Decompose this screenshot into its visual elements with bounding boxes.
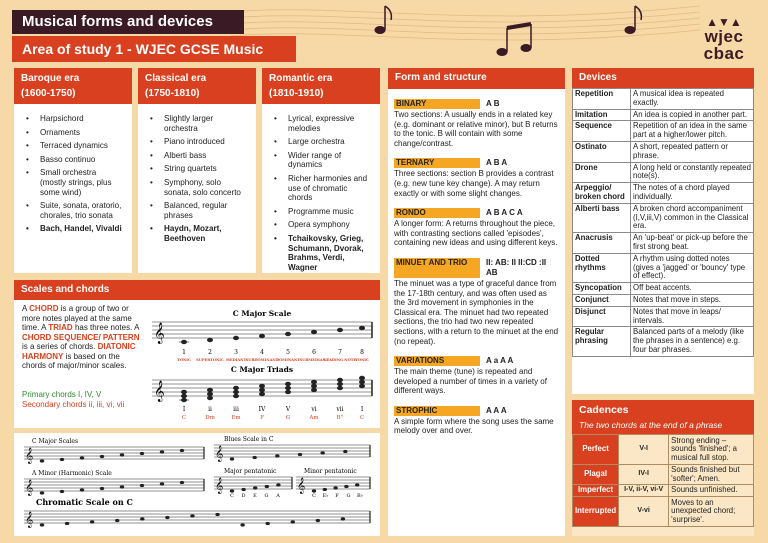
degree-name: SUBDOMINANT [245,358,279,362]
form-name: RONDO [394,208,480,218]
decorative-staff-lines [230,0,700,70]
devices-header: Devices [572,68,754,88]
note-name: B♭ [356,493,364,499]
era-dates: (1810-1910) [269,88,324,99]
device-term: Ostinato [573,141,631,162]
note-head [215,513,219,516]
composers: • Haydn, Mozart, Beethoven [146,224,248,243]
device-definition: An 'up-beat' or pick-up before the first strong beat. [631,233,754,254]
triad-letter: C [181,415,187,421]
note-head [207,388,213,392]
list-item: • Opera symphony [270,220,372,230]
cadences-subtitle: The two chords at the end of a phrase [572,418,754,434]
note-head [285,390,291,394]
degree-number: 4 [260,349,264,356]
list-item: • String quartets [146,164,248,174]
note-head [100,487,104,490]
note-head [233,336,239,340]
table-row [573,183,754,204]
music-staff [24,511,370,528]
classical-era-panel [138,68,256,273]
wjec-logo [694,16,754,62]
table-row [573,89,754,110]
triad-numeral: I [182,406,186,413]
era-name: Romantic era [269,73,333,84]
romantic-era-list [262,104,380,272]
classical-era-list [138,104,256,244]
composers: • Bach, Handel, Vivaldi [22,224,124,234]
degree-name: SUPERTONIC [196,358,224,362]
text-fragment: has three notes. A [74,323,139,332]
notation-staves [24,445,370,528]
form-and-structure-panel [388,68,565,536]
text-fragment: A [22,304,27,313]
note-head [337,328,343,332]
cadence-chords: I-V, ii-V, vi-V [619,485,669,497]
table-row [573,233,754,254]
form-description: The minuet was a type of graceful dance from the 17-18th century, and was often used as the 3rd movement in symphonies in the Classical era. The minuet had two repeated sections, the trio had two new repeated sections, with a return to the minuet at the end (no repeat). [394,278,559,346]
note-head [65,522,69,525]
list-item: • Suite, sonata, oratorio, chorales, trio sonata [22,201,124,220]
treble-clef-icon: 𝄞 [25,512,34,528]
list-item: • Richer harmonies and use of chromatic chords [270,174,372,203]
staff-label: Chromatic Scale on C [36,497,133,507]
form-name: TERNARY [394,158,480,168]
term-chord-sequence: CHORD SEQUENCE/ PATTERN [22,332,140,342]
device-definition: The notes of a chord played individually. [631,183,754,204]
degree-name: TONIC [177,358,191,362]
treble-clef-icon: 𝄞 [215,478,224,494]
note-head [259,392,265,396]
era-dates: (1600-1750) [21,88,76,99]
note-head [190,514,194,517]
note-head [311,384,317,388]
era-dates: (1750-1810) [145,88,200,99]
triad-numeral: I [360,406,364,413]
staff-label: C Major Scales [32,438,79,445]
note-head [233,394,239,398]
note-head [337,378,343,382]
logo-line-2: cbac [703,44,745,63]
primary-chords: Primary chords I, IV, V [22,390,102,399]
treble-clef-icon: 𝄞 [215,446,224,462]
form-pattern: A B A C A [486,208,523,218]
form-pattern: A B [486,99,500,108]
device-term: Drone [573,162,631,183]
treble-clef-icon: 𝄞 [297,478,306,494]
note-head [233,390,239,394]
cadences-header: Cadences [572,400,754,418]
degree-number: 8 [360,349,364,356]
music-staff [214,445,370,462]
cadence-chords: IV-I [619,465,669,485]
list-item: • Terraced dynamics [22,141,124,151]
c-major-scale-title: C Major Scale [232,309,292,318]
device-definition: A musical idea is repeated exactly. [631,89,754,110]
term-diatonic-harmony: DIATONIC HARMONY [22,342,136,361]
note-head [298,453,302,456]
note-head [140,452,144,455]
form-name: MINUET AND TRIO [394,258,480,278]
era-name: Baroque era [21,73,80,84]
note-head [311,380,317,384]
note-head [40,459,44,462]
table-row [573,203,754,232]
triad-numeral: iii [233,406,239,413]
cadence-type: Imperfect [573,485,619,497]
note-name: C [312,493,316,499]
degree-name: DOMINANT [276,358,300,362]
cadence-description: Moves to an unexpected chord; 'surprise'. [669,497,754,527]
form-description: Three sections: section B provides a contrast (e.g. new tune key change). A may return exactly or with some slight changes. [394,169,554,198]
logo-line-1: wjec [704,27,744,46]
degree-name: LEADING NOTE [323,358,357,362]
composers: • Tchaikovsky, Grieg, Schumann, Dvorak, Brahms, Verdi, Wagner [270,234,372,272]
c-major-scale-and-triads-notation [148,308,376,424]
cadence-chords: V-I [619,435,669,465]
note-head [60,490,64,493]
triad-letter: G [285,415,291,421]
note-head [241,488,245,491]
cadence-type: Perfect [573,435,619,465]
table-row [573,465,754,485]
logo-mark-icon: ▲▼▲ [706,15,742,29]
form-name: BINARY [394,99,480,109]
major-pentatonic-note-names [230,493,280,499]
note-head [285,382,291,386]
form-pattern: A B A [486,158,508,168]
form-description: The main theme (tune) is repeated and developed a number of times in a variety of different ways. [394,367,547,396]
table-row [573,121,754,142]
romantic-era-panel [262,68,380,273]
device-term: Arpeggio/ broken chord [573,183,631,204]
staff-label: Blues Scale in C [224,436,274,443]
note-head [291,520,295,523]
treble-clef-icon: 𝄞 [154,323,165,344]
device-definition: An idea is copied in another part. [631,109,754,121]
cadences-table [572,434,754,527]
list-item: • Balanced, regular phrases [146,201,248,220]
staff-label: Major pentatonic [224,468,277,475]
device-term: Regular phrasing [573,327,631,356]
staff-label: Minor pentatonic [304,468,357,475]
degree-name: MEDIANT [225,358,247,362]
form-strophic [388,406,565,436]
note-head [343,450,347,453]
device-definition: Off beat accents. [631,283,754,295]
note-head [341,517,345,520]
triad-numeral: IV [258,406,266,413]
device-term: Sequence [573,121,631,142]
note-head [337,382,343,386]
scales-notation-panel [14,433,380,536]
note-head [285,386,291,390]
cadence-description: Sounds unfinished. [669,485,754,497]
note-head [253,486,257,489]
form-description: Two sections: A usually ends in a related key (e.g. dominant or relative minor), but B returns to the tonic. B will contain with some change/contrast. [394,110,558,148]
note-head [140,484,144,487]
note-head [311,388,317,392]
note-head [337,386,343,390]
note-head [259,388,265,392]
device-definition: A rhythm using dotted notes (gives a 'jagged' or 'bouncy' type of effect). [631,253,754,282]
form-pattern: II: AB: II II:CD :II AB [486,257,547,277]
cadences-panel [572,400,754,536]
scales-and-chords-header: Scales and chords [14,280,380,300]
device-definition: A broken chord accompaniment (I,V,iii,V) common in the Classical era. [631,203,754,232]
degree-number: 7 [338,349,342,356]
list-item: • Programme music [270,207,372,217]
devices-table [572,88,754,357]
text-fragment: is based on the chords of major/minor scales. [22,351,127,370]
form-variations [388,356,565,396]
note-head [259,334,265,338]
note-head [252,456,256,459]
list-item: • Alberti bass [146,151,248,161]
list-item: • Large orchestra [270,137,372,147]
chord-definition-text [22,304,140,371]
note-head [90,520,94,523]
list-item: • Wider range of dynamics [270,151,372,170]
note-head [80,456,84,459]
device-term: Imitation [573,109,631,121]
triad-letter: C [359,415,365,421]
note-name: G [346,493,351,499]
list-item: • Basso continuo [22,155,124,165]
degree-number: 1 [182,349,186,356]
device-definition: A long held or constantly repeated note(s). [631,162,754,183]
note-head [181,390,187,394]
text-fragment: is a group of two or more notes played at the same time. A [22,304,132,332]
note-name: A [276,493,280,499]
triad-letter: Dm [205,415,215,421]
device-definition: Notes that move in leaps/ intervals. [631,306,754,327]
note-head [316,519,320,522]
list-item: • Slightly larger orchestra [146,114,248,133]
note-name: E♭ [322,493,329,499]
staff-label: A Minor (Harmonic) Scale [32,470,112,477]
form-rondo [388,208,565,248]
device-definition: Notes that move in steps. [631,294,754,306]
triad-numeral: vi [311,406,317,413]
form-minuet-and-trio [388,258,565,346]
table-row [573,162,754,183]
form-name: VARIATIONS [394,356,480,366]
note-head [265,522,269,525]
table-row [573,306,754,327]
form-and-structure-header: Form and structure [388,68,565,89]
device-definition: A short, repeated pattern or phrase. [631,141,754,162]
treble-clef-icon: 𝄞 [25,448,34,464]
cadence-chords: V-vi [619,497,669,527]
degree-number: 5 [286,349,290,356]
secondary-chords: Secondary chords ii, iii, vi, vii [22,400,125,409]
cadence-type: Interrupted [573,497,619,527]
device-term: Dotted rhythms [573,253,631,282]
note-name: G [264,493,269,499]
cadence-description: Sounds finished but 'softer'; Amen. [669,465,754,485]
device-term: Conjunct [573,294,631,306]
music-staff [24,447,204,464]
note-head [359,376,365,380]
device-term: Disjunct [573,306,631,327]
table-row [573,141,754,162]
list-item: • Symphony, solo sonata, solo concerto [146,178,248,197]
page-title: Musical forms and devices [12,10,244,34]
minor-pentatonic-note-names [312,493,363,499]
note-head [344,485,348,488]
baroque-era-header [14,68,132,104]
note-head [80,488,84,491]
table-row [573,253,754,282]
form-ternary [388,158,565,198]
triad-numeral: vii [336,406,344,413]
triad-numeral: V [285,406,291,413]
note-head [160,450,164,453]
degree-name: TONIC [355,358,369,362]
romantic-era-header [262,68,380,104]
note-head [115,519,119,522]
note-head [240,523,244,526]
scale-degree-names [177,358,369,362]
note-head [265,485,269,488]
note-head [323,488,327,491]
note-name: D [241,493,246,499]
note-head [359,384,365,388]
degree-number: 2 [208,349,212,356]
page-subtitle: Area of study 1 - WJEC GCSE Music [12,36,296,62]
note-head [207,392,213,396]
device-definition: Repetition of an idea in the same part at a higher/lower pitch. [631,121,754,142]
triad-numeral: ii [208,406,212,413]
primary-secondary-chords [22,390,142,410]
music-staff [214,477,292,494]
degree-number: 6 [312,349,316,356]
music-staff [296,477,370,494]
note-head [120,453,124,456]
note-head [311,330,317,334]
list-item: • Small orchestra (mostly strings, plus some wind) [22,168,124,197]
degree-name: SUBMEDIANT [299,358,329,362]
table-row [573,283,754,295]
baroque-era-panel [14,68,132,273]
device-definition: Balanced parts of a melody (like the phrases in a sentence) e.g. four bar phrases. [631,327,754,356]
note-head [160,482,164,485]
form-pattern: A A A [486,405,507,415]
note-head [120,485,124,488]
text-fragment: is a series of chords. [22,342,96,351]
triad-letter: F [260,415,264,421]
note-head [276,483,280,486]
triad-letter: Am [309,415,319,421]
note-head [359,326,365,330]
treble-clef-icon: 𝄞 [25,480,34,496]
table-row [573,497,754,527]
cadence-description: Strong ending – sounds 'finished'; a musical full stop. [669,435,754,465]
note-head [233,386,239,390]
note-head [40,523,44,526]
note-head [140,517,144,520]
baroque-era-list [14,104,132,234]
list-item: • Lyrical, expressive melodies [270,114,372,133]
note-name: F [335,493,339,499]
note-name: E [253,493,257,499]
device-term: Alberti bass [573,203,631,232]
music-staff [24,479,204,496]
table-row [573,294,754,306]
cadence-type: Plagal [573,465,619,485]
note-head [40,491,44,494]
treble-clef-icon: 𝄞 [154,381,165,402]
form-name: STROPHIC [394,406,480,416]
note-head [180,481,184,484]
device-term: Syncopation [573,283,631,295]
note-head [60,458,64,461]
note-head [359,380,365,384]
list-item: • Ornaments [22,128,124,138]
note-head [230,457,234,460]
form-binary [388,99,565,148]
form-description: A longer form: A returns throughout the piece, with contrasting sections called 'episodes', containing new ideas and using different keys. [394,219,558,248]
scales-notation [14,433,380,536]
list-item: • Harpsichord [22,114,124,124]
device-term: Anacrusis [573,233,631,254]
form-pattern: A a A A [486,356,514,366]
note-head [181,394,187,398]
era-name: Classical era [145,73,207,84]
c-major-triads-title: C Major Triads [230,365,294,374]
note-head [285,332,291,336]
devices-panel [572,68,754,394]
device-term: Repetition [573,89,631,110]
note-head [259,384,265,388]
term-chord: CHORD [29,304,59,313]
list-item: • Piano introduced [146,137,248,147]
table-row [573,109,754,121]
note-name: C [230,493,234,499]
note-head [320,451,324,454]
scales-and-chords-panel [14,280,380,428]
table-row [573,485,754,497]
table-row [573,327,754,356]
note-head [180,449,184,452]
table-row [573,435,754,465]
triad-letter: B° [336,415,344,421]
note-head [165,516,169,519]
note-head [275,454,279,457]
classical-era-header [138,68,256,104]
degree-number: 3 [234,349,238,356]
note-head [207,396,213,400]
form-description: A simple form where the song uses the same melody over and over. [394,416,554,436]
note-head [100,455,104,458]
term-triad: TRIAD [48,323,73,332]
note-head [207,338,213,342]
note-head [333,486,337,489]
triad-letter: Em [231,415,241,421]
note-head [355,483,359,486]
